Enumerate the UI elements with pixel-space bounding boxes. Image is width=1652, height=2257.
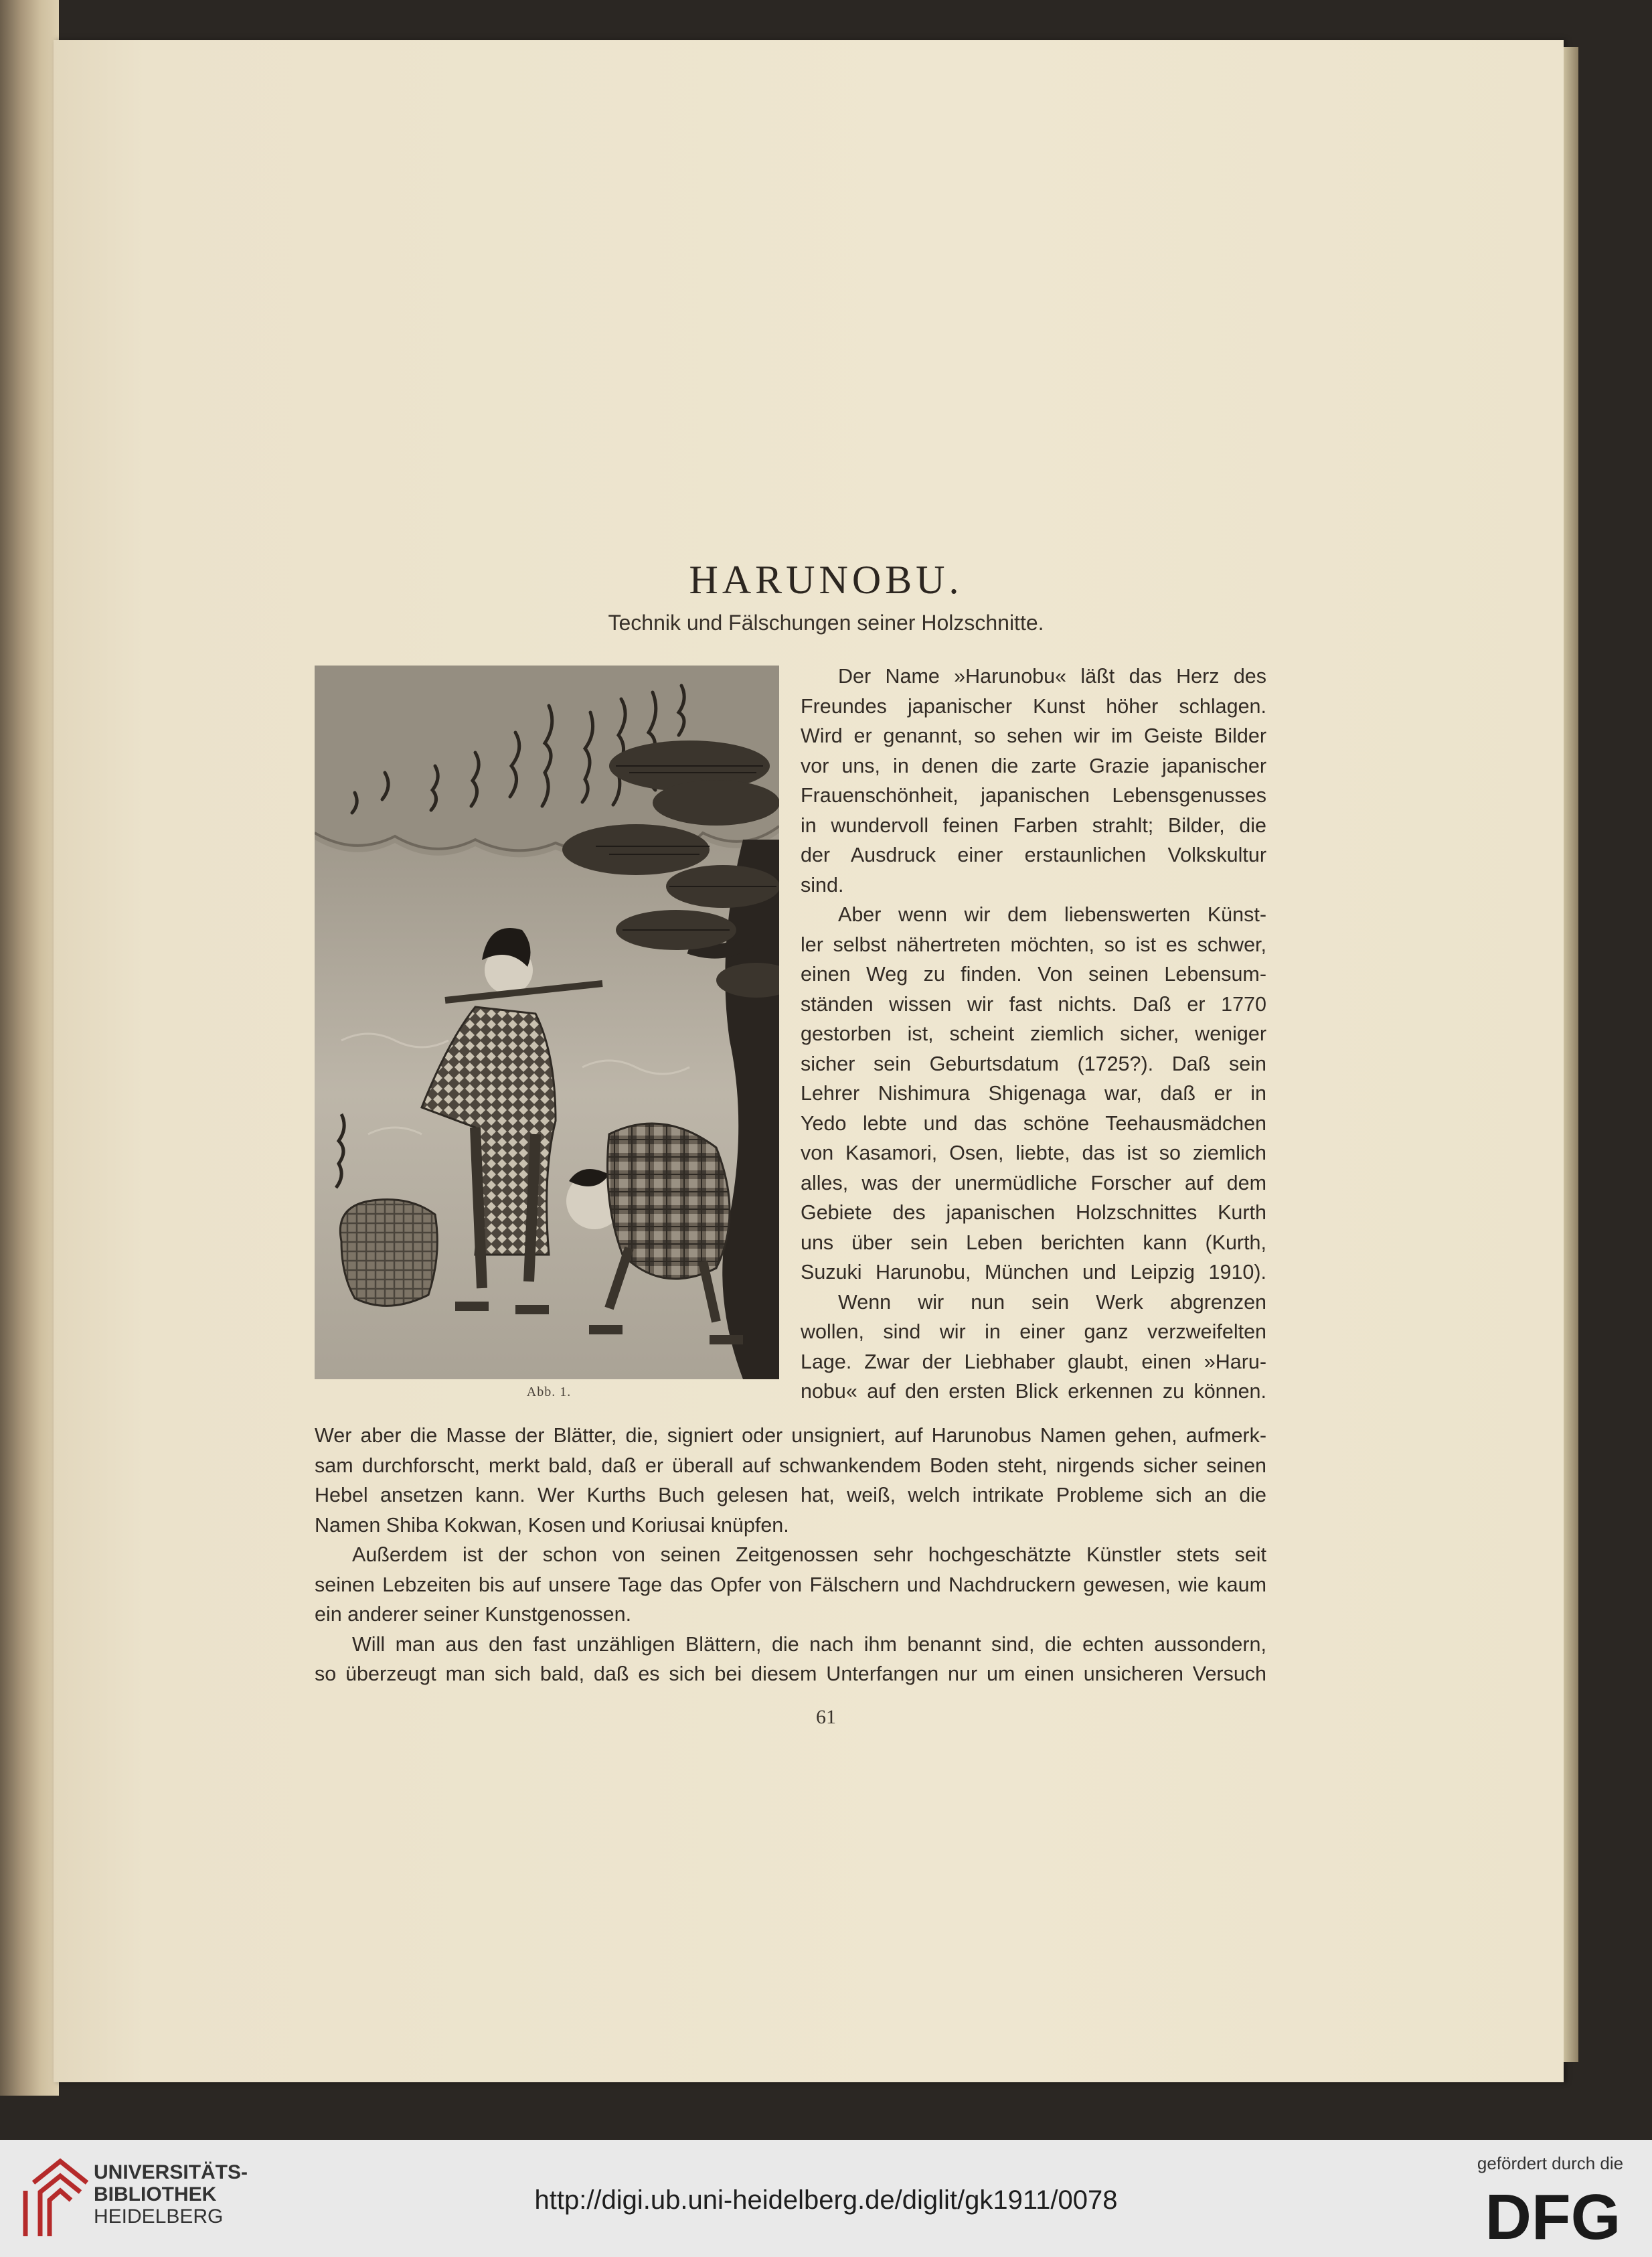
text-line: in wundervoll feinen Farben strahlt; Bilder, die (801, 813, 1266, 837)
library-name-line: HEIDELBERG (94, 2205, 224, 2228)
library-name-line: BIBLIOTHEK (94, 2183, 217, 2205)
body-text-full-width (315, 1421, 1266, 1689)
text-line: Freundes japanischer Kunst höher schlagen. (801, 694, 1266, 718)
book-page-edge-right (1564, 47, 1578, 2062)
text-line: ein anderer seiner Kunstgenossen. (315, 1603, 632, 1626)
permalink-url[interactable]: http://digi.ub.uni-heidelberg.de/diglit/gk1911/0078 (534, 2185, 1118, 2215)
text-line: Frauenschönheit, japanischen Lebensgenusses (801, 784, 1266, 807)
text-line: Außerdem ist der schon von seinen Zeitgenossen sehr hochgeschätzte Künstler stets seit (352, 1543, 1266, 1566)
article-title: HARUNOBU. (689, 558, 963, 602)
text-line: Lehrer Nishimura Shigenaga war, daß er in (801, 1082, 1266, 1105)
dfg-logo-text: DFG (1485, 2183, 1621, 2247)
dfg-logo-icon (1473, 2183, 1633, 2247)
viewer-footer (0, 2140, 1652, 2257)
text-line: Hebel ansetzen kann. Wer Kurths Buch gelesen hat, weiß, welch intrikate Probleme sich an die (315, 1484, 1266, 1506)
text-line: sam durchforscht, merkt bald, daß er überall auf schwankendem Boden steht, nirgends sicher seinen (315, 1454, 1266, 1477)
body-text-right-column (801, 661, 1266, 1407)
text-line: wollen, sind wir in einer ganz verzweifelten (801, 1320, 1266, 1343)
sponsor-text: gefördert durch die (1477, 2153, 1624, 2173)
text-line: von Kasamori, Osen, liebte, das ist so ziemlich (801, 1142, 1266, 1164)
text-line: ständen wissen wir fast nichts. Daß er 1770 (801, 992, 1266, 1016)
text-line: Wer aber die Masse der Blätter, die, signiert oder unsigniert, auf Harunobus Namen gehen, aufmerk- (315, 1424, 1266, 1447)
text-line: seinen Lebzeiten bis auf unsere Tage das Opfer von Fälschern und Nachdruckern gewesen, wie kaum (315, 1573, 1266, 1596)
text-line: Wenn wir nun sein Werk abgrenzen (838, 1290, 1266, 1314)
text-line: nobu« auf den ersten Blick erkennen zu können. (801, 1380, 1266, 1403)
text-line: alles, was der unermüdliche Forscher auf dem (801, 1171, 1266, 1194)
figure-caption: Abb. 1. (526, 1385, 572, 1399)
page-number: 61 (816, 1706, 836, 1728)
library-name-line: UNIVERSITÄTS- (94, 2161, 248, 2183)
text-line: Lage. Zwar der Liebhaber glaubt, einen »Haru- (801, 1350, 1266, 1373)
text-line: Gebiete des japanischen Holzschnittes Kurth (801, 1201, 1266, 1224)
text-line: Wird er genannt, so sehen wir im Geiste Bilder (801, 724, 1266, 747)
text-line: Aber wenn wir dem liebenswerten Künst- (838, 903, 1266, 926)
text-line: Suzuki Harunobu, München und Leipzig 1910). (801, 1261, 1266, 1283)
text-line: einen Weg zu finden. Von seinen Lebensum- (801, 963, 1266, 986)
text-line: gestorben ist, scheint ziemlich sicher, weniger (801, 1022, 1266, 1045)
text-line: Der Name »Harunobu« läßt das Herz des (838, 665, 1266, 688)
text-line: Namen Shiba Kokwan, Kosen und Koriusai knüpfen. (315, 1513, 789, 1537)
text-line: uns über sein Leben berichten kann (Kurth, (801, 1231, 1266, 1254)
text-line: der Ausdruck einer erstaunlichen Volkskultur (801, 844, 1266, 866)
article-subtitle: Technik und Fälschungen seiner Holzschnitte. (608, 611, 1044, 635)
text-line: vor uns, in denen die zarte Grazie japanischer (801, 754, 1266, 777)
text-line: Yedo lebte und das schöne Teehausmädchen (801, 1111, 1266, 1135)
book-page-edge (0, 0, 59, 2096)
text-line: sind. (801, 873, 844, 897)
text-line: Will man aus den fast unzähligen Blättern, die nach ihm benannt sind, die echten aussondern, (352, 1632, 1266, 1656)
text-line: sicher sein Geburtsdatum (1725?). Daß sein (801, 1052, 1266, 1075)
woodblock-print-figure (315, 666, 779, 1379)
text-line: so überzeugt man sich bald, daß es sich bei diesem Unterfangen nur um einen unsicheren Versuch (315, 1662, 1266, 1685)
woodblock-print-image (315, 666, 779, 1379)
text-line: ler selbst nähertreten möchten, so ist es schwer, (801, 933, 1266, 956)
